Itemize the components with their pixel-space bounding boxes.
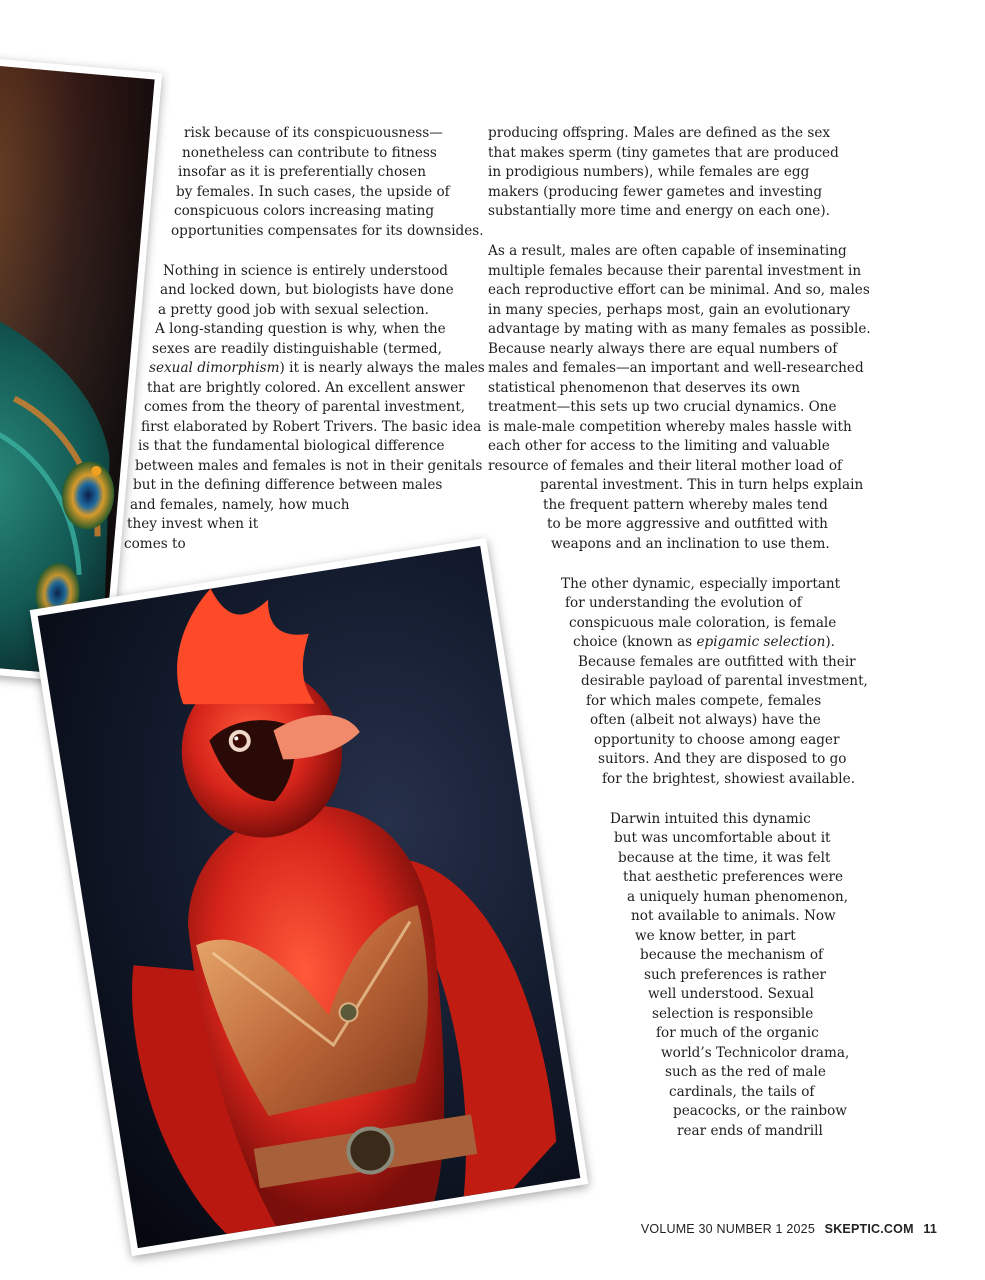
text-line: sexes are readily distinguishable (termed, <box>152 341 442 357</box>
text-line: that aesthetic preferences were <box>623 869 844 885</box>
text-line: is that the fundamental biological difference <box>138 438 445 454</box>
text-line: Darwin intuited this dynamic <box>610 811 811 827</box>
cardinal-photo <box>30 538 589 1256</box>
text-line: weapons and an inclination to use them. <box>551 536 830 552</box>
text-line: such as the red of male <box>665 1064 826 1080</box>
text-line: a pretty good job with sexual selection. <box>158 302 429 318</box>
site-name: SKEPTIC.COM <box>824 1222 914 1236</box>
text-line: resource of females and their literal mother load of <box>488 458 843 474</box>
text-line: each other for access to the limiting and valuable <box>488 438 830 454</box>
peacock-illustration <box>0 57 155 678</box>
text-line: that makes sperm (tiny gametes that are produced <box>488 145 839 161</box>
text-line: choice (known as epigamic selection). <box>573 634 835 650</box>
text-line: to be more aggressive and outfitted with <box>547 516 828 532</box>
text-line: first elaborated by Robert Trivers. The basic idea <box>141 419 482 435</box>
text-line: a uniquely human phenomenon, <box>627 889 849 905</box>
page-number: 11 <box>923 1222 937 1236</box>
text-line: males and females—an important and well-researched <box>488 360 864 376</box>
text-line: well understood. Sexual <box>648 986 814 1002</box>
text-line: comes from the theory of parental investment, <box>144 399 466 415</box>
text-line: desirable payload of parental investment, <box>581 673 868 689</box>
text-line: for much of the organic <box>656 1025 819 1041</box>
text-line: for which males compete, females <box>586 693 822 709</box>
text-line: and locked down, but biologists have done <box>160 282 454 298</box>
text-line: Because females are outfitted with their <box>578 654 856 670</box>
issue-info: VOLUME 30 NUMBER 1 2025 <box>640 1222 815 1236</box>
text-line: makers (producing fewer gametes and investing <box>488 184 823 200</box>
text-line: we know better, in part <box>635 928 796 944</box>
text-line: by females. In such cases, the upside of <box>176 184 450 200</box>
text-line: in many species, perhaps most, gain an evolutionary <box>488 302 851 318</box>
text-line: sexual dimorphism) it is nearly always the males <box>149 360 485 376</box>
text-line: peacocks, or the rainbow <box>673 1103 847 1119</box>
text-line: treatment—this sets up two crucial dynamics. One <box>488 399 837 415</box>
text-line: selection is responsible <box>652 1006 814 1022</box>
peacock-drawing <box>0 57 155 678</box>
text-line: opportunities compensates for its downsides. <box>171 223 484 239</box>
text-line: statistical phenomenon that deserves its own <box>488 380 800 396</box>
text-line: multiple females because their parental investment in <box>488 263 862 279</box>
text-line: advantage by mating with as many females as possible. <box>488 321 871 337</box>
text-line: and females, namely, how much <box>130 497 350 513</box>
cardinal-illustration <box>38 546 581 1248</box>
text-line: for understanding the evolution of <box>565 595 802 611</box>
text-line: often (albeit not always) have the <box>590 712 821 728</box>
text-line: producing offspring. Males are defined as the sex <box>488 125 831 141</box>
page-footer <box>641 1222 937 1236</box>
text-line: Nothing in science is entirely understood <box>163 263 448 279</box>
text-line: opportunity to choose among eager <box>594 732 840 748</box>
text-line: that are brightly colored. An excellent answer <box>147 380 465 396</box>
text-line: not available to animals. Now <box>631 908 836 924</box>
text-line: A long-standing question is why, when the <box>155 321 446 337</box>
text-line: rear ends of mandrill <box>677 1123 823 1139</box>
text-line: conspicuous colors increasing mating <box>174 203 435 219</box>
text-line: between males and females is not in their genitals <box>135 458 483 474</box>
cardinal-drawing <box>38 546 581 1248</box>
text-line: the frequent pattern whereby males tend <box>543 497 828 513</box>
text-line: but in the defining difference between males <box>133 477 443 493</box>
text-line: such preferences is rather <box>644 967 827 983</box>
text-line: because the mechanism of <box>640 947 824 963</box>
text-line: is male-male competition whereby males hassle with <box>488 419 852 435</box>
text-line: but was uncomfortable about it <box>614 830 831 846</box>
text-line: risk because of its conspicuousness— <box>184 125 443 141</box>
text-line: because at the time, it was felt <box>618 850 831 866</box>
text-line: suitors. And they are disposed to go <box>598 751 847 767</box>
text-line: The other dynamic, especially important <box>561 576 841 592</box>
text-line: Because nearly always there are equal numbers of <box>488 341 838 357</box>
text-line: in prodigious numbers), while females are egg <box>488 164 810 180</box>
text-line: for the brightest, showiest available. <box>602 771 856 787</box>
text-line: conspicuous male coloration, is female <box>569 615 837 631</box>
text-line: insofar as it is preferentially chosen <box>178 164 426 180</box>
text-line: cardinals, the tails of <box>669 1084 815 1100</box>
text-line: nonetheless can contribute to fitness <box>182 145 437 161</box>
text-line: they invest when it <box>127 516 259 532</box>
text-line: substantially more time and energy on each one). <box>488 203 830 219</box>
text-line: As a result, males are often capable of inseminating <box>488 243 847 259</box>
text-line: parental investment. This in turn helps explain <box>540 477 864 493</box>
text-line: each reproductive effort can be minimal. And so, males <box>488 282 870 298</box>
peacock-photo <box>0 49 162 685</box>
text-line: world’s Technicolor drama, <box>661 1045 850 1061</box>
text-line: comes to <box>124 536 186 552</box>
